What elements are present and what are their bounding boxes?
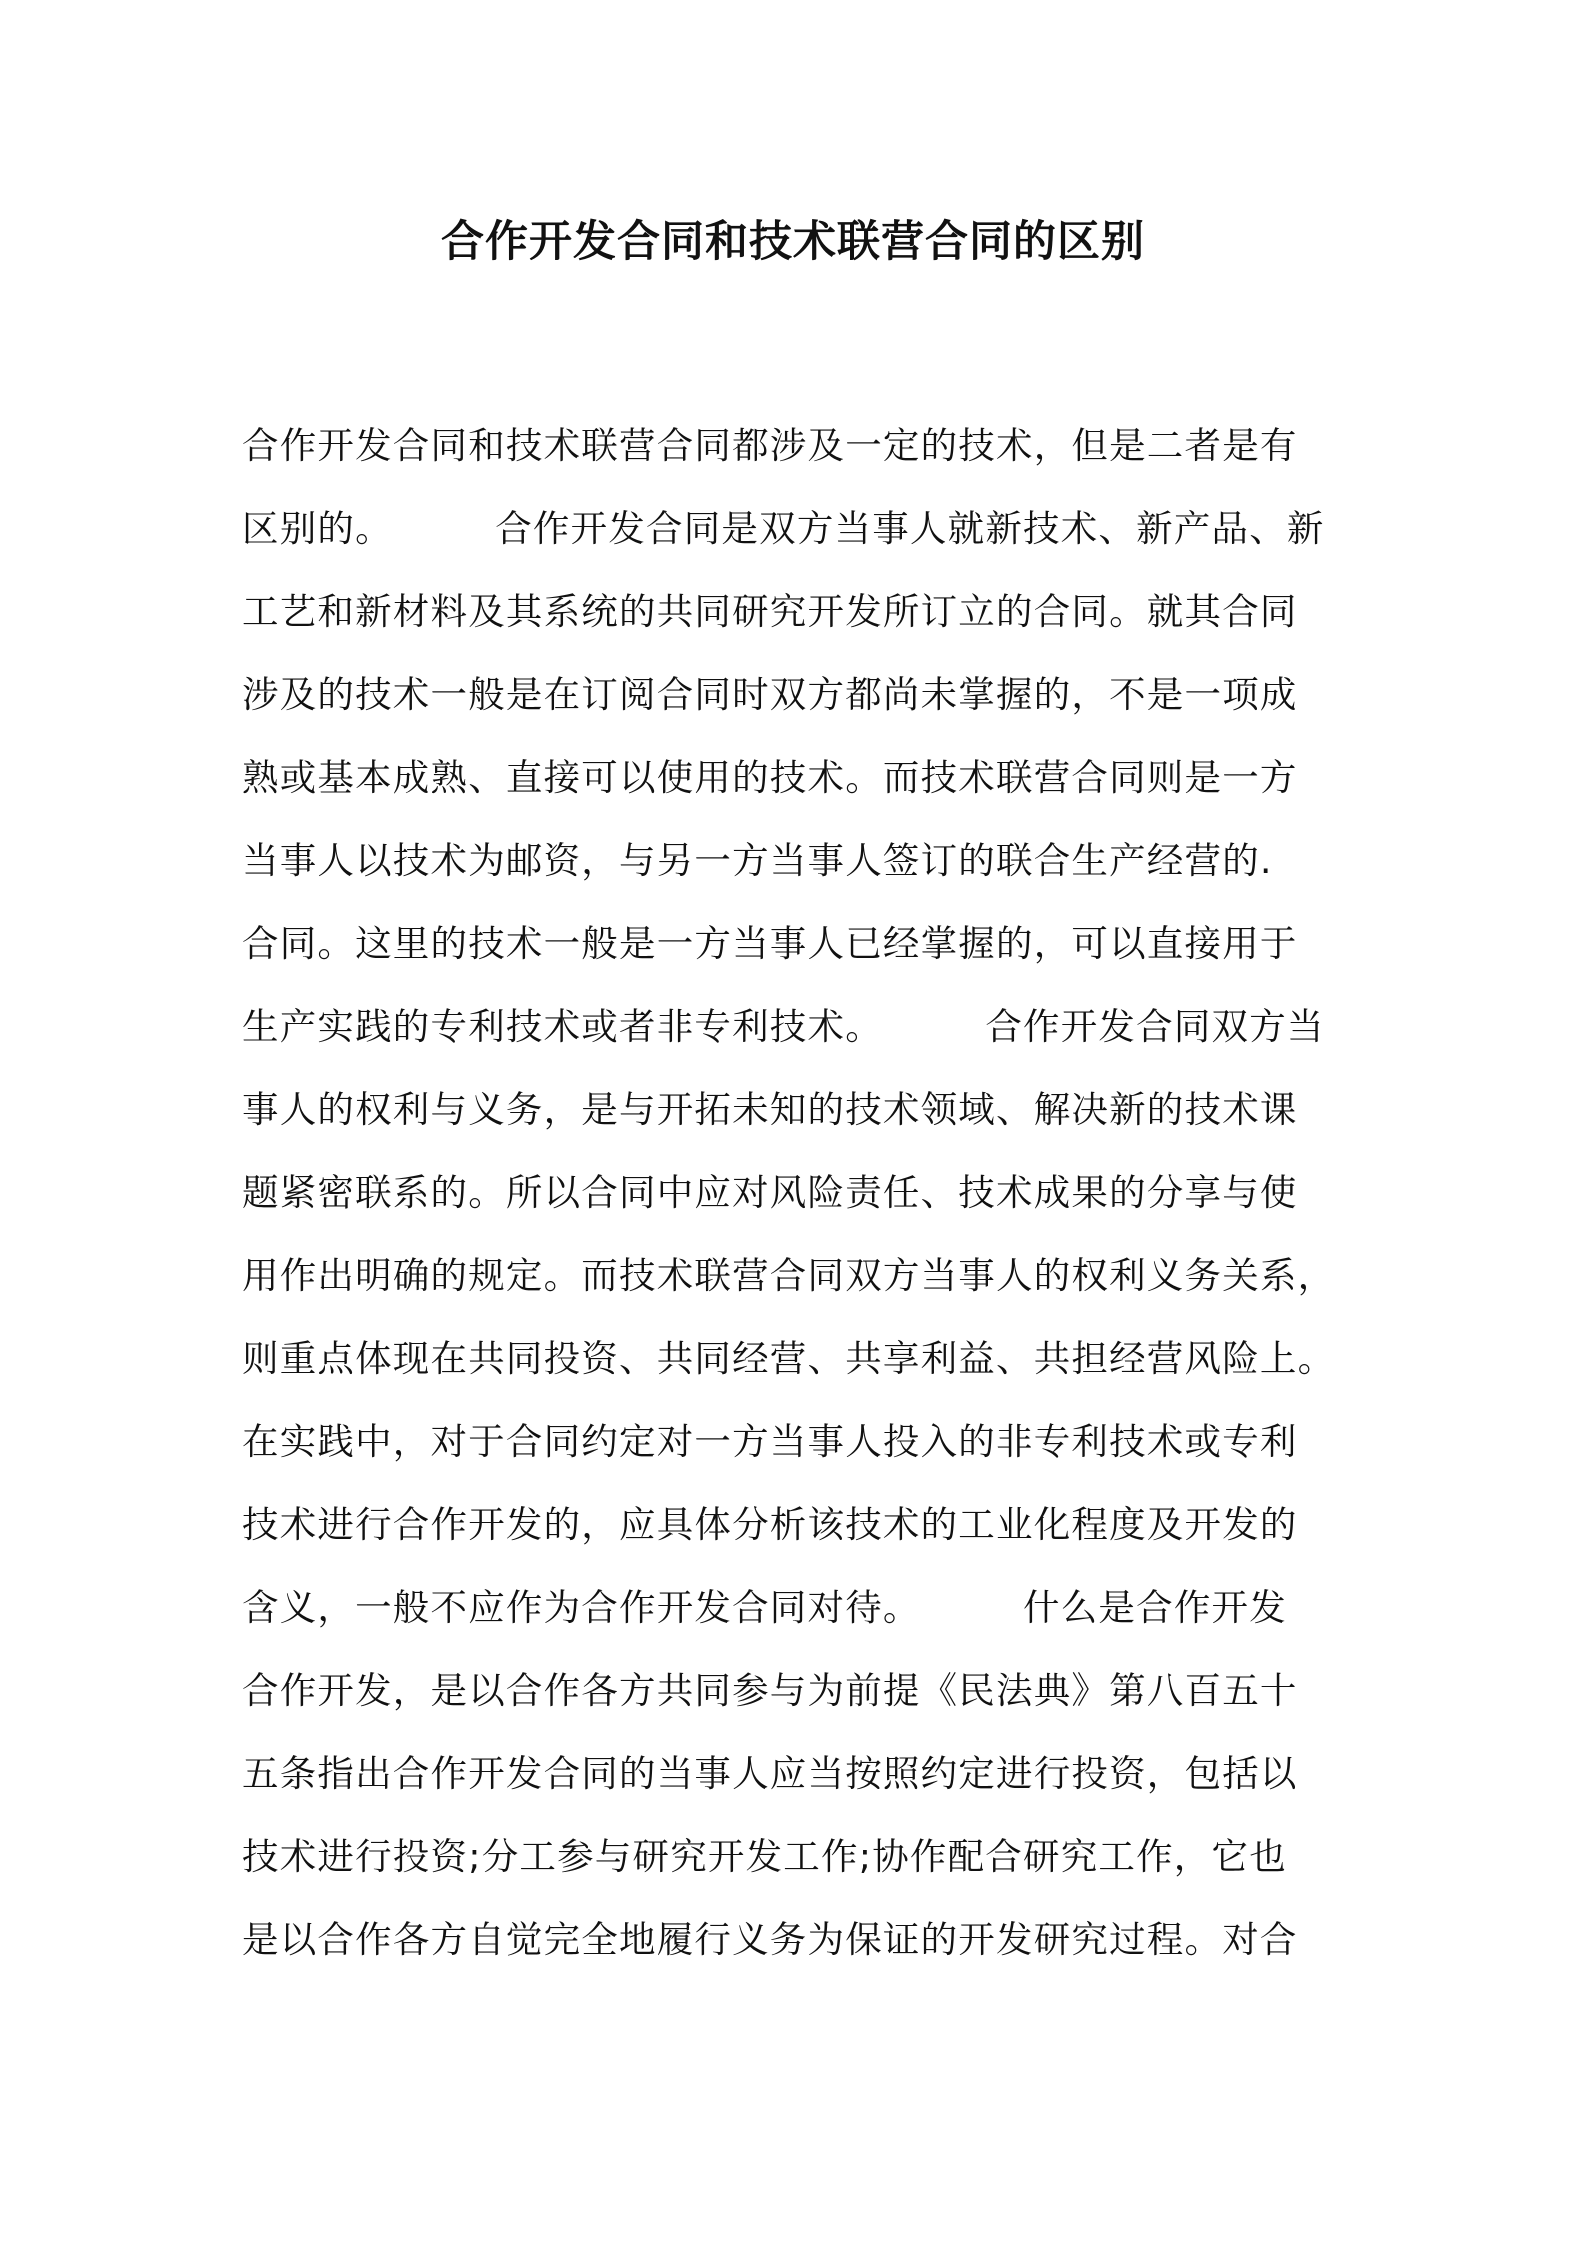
body-line: 区别的。 合作开发合同是双方当事人就新技术、新产品、新 xyxy=(242,507,1325,550)
body-line: 熟或基本成熟、直接可以使用的技术。而技术联营合同则是一方 xyxy=(242,756,1298,799)
body-line: 合同。这里的技术一般是一方当事人已经掌握的，可以直接用于 xyxy=(242,922,1298,965)
body-line: 五条指出合作开发合同的当事人应当按照约定进行投资，包括以 xyxy=(242,1752,1298,1795)
body-line: 题紧密联系的。所以合同中应对风险责任、技术成果的分享与使 xyxy=(242,1171,1298,1214)
body-line: 则重点体现在共同投资、共同经营、共享利益、共担经营风险上。 xyxy=(242,1337,1336,1380)
body-line: 是以合作各方自觉完全地履行义务为保证的开发研究过程。对合 xyxy=(242,1918,1298,1961)
document-body xyxy=(242,404,1362,1981)
body-line: 含义，一般不应作为合作开发合同对待。 什么是合作开发 xyxy=(242,1586,1287,1629)
body-line: 技术进行投资;分工参与研究开发工作;协作配合研究工作，它也 xyxy=(242,1835,1287,1878)
body-line: 事人的权利与义务，是与开拓未知的技术领域、解决新的技术课 xyxy=(242,1088,1298,1131)
document-title: 合作开发合同和技术联营合同的区别 xyxy=(441,217,1145,267)
body-line: 技术进行合作开发的，应具体分析该技术的工业化程度及开发的 xyxy=(242,1503,1298,1546)
body-line: 用作出明确的规定。而技术联营合同双方当事人的权利义务关系， xyxy=(242,1254,1336,1297)
body-line: 工艺和新材料及其系统的共同研究开发所订立的合同。就其合同 xyxy=(242,590,1298,633)
body-line: 合作开发，是以合作各方共同参与为前提《民法典》第八百五十 xyxy=(242,1669,1298,1712)
body-line: 在实践中，对于合同约定对一方当事人投入的非专利技术或专利 xyxy=(242,1420,1298,1463)
body-line: 当事人以技术为邮资，与另一方当事人签订的联合生产经营的. xyxy=(242,839,1273,882)
body-line: 合作开发合同和技术联营合同都涉及一定的技术，但是二者是有 xyxy=(242,424,1298,467)
body-line: 涉及的技术一般是在订阅合同时双方都尚未掌握的，不是一项成 xyxy=(242,673,1298,716)
body-line: 生产实践的专利技术或者非专利技术。 合作开发合同双方当 xyxy=(242,1005,1325,1048)
